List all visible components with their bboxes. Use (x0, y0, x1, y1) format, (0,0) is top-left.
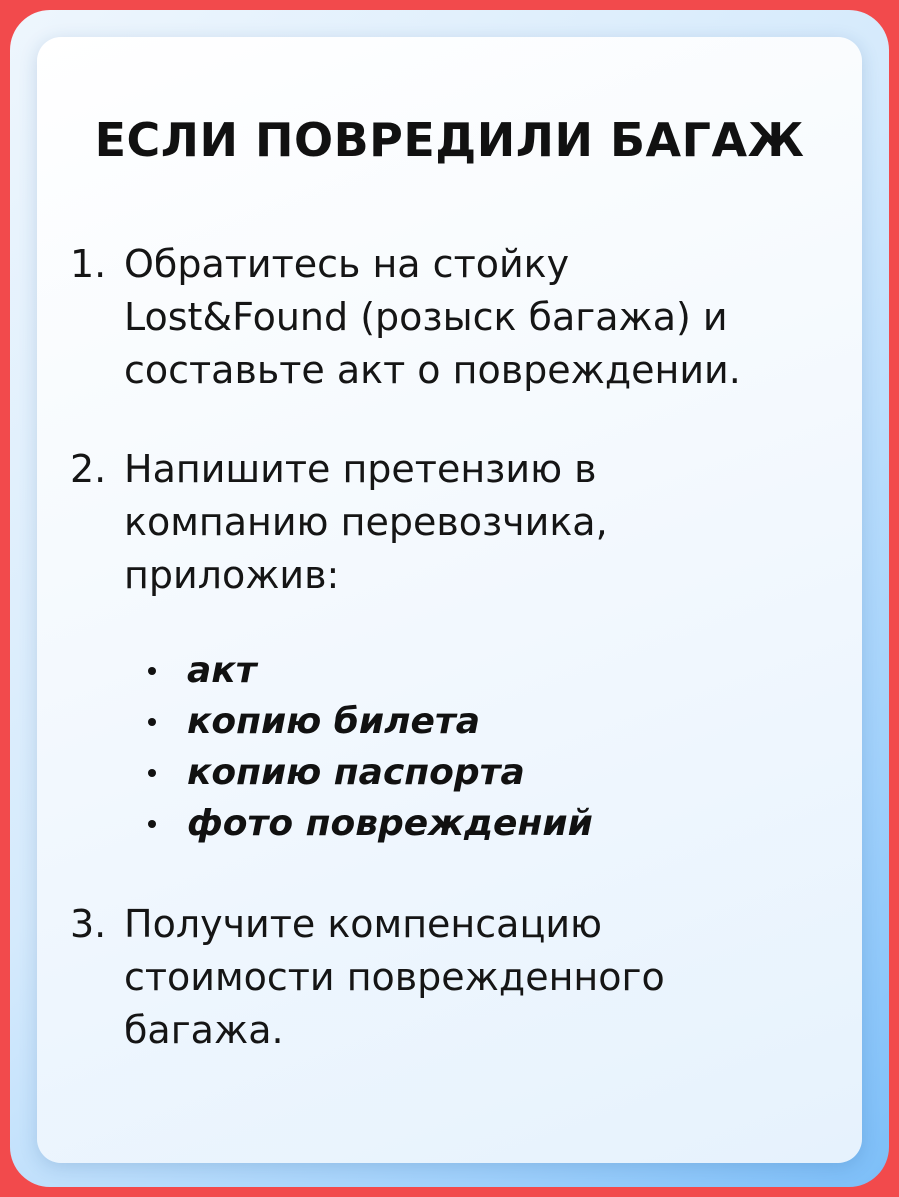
attachments-list (145, 645, 795, 849)
list-item-text: акт (187, 650, 257, 691)
bullet-icon (148, 769, 156, 777)
step-text-line: стоимости поврежденного (124, 955, 665, 999)
step-text-line: Напишите претензию в (124, 447, 597, 491)
step-number: 2. (70, 447, 107, 491)
step-number: 1. (70, 242, 107, 286)
step-text-line: компанию перевозчика, (124, 500, 608, 544)
list-item (145, 798, 795, 849)
step-2 (70, 443, 850, 602)
page-title: ЕСЛИ ПОВРЕДИЛИ БАГАЖ (94, 113, 805, 167)
bullet-icon (148, 820, 156, 828)
step-text-line: приложив: (124, 553, 340, 597)
step-text-line: багажа. (124, 1008, 284, 1052)
bullet-icon (148, 667, 156, 675)
step-text-line: Получите компенсацию (124, 902, 603, 946)
list-item-text: копию билета (187, 701, 481, 742)
step-3 (70, 898, 850, 1057)
bullet-icon (148, 718, 156, 726)
list-item (145, 747, 795, 798)
step-1 (70, 238, 850, 397)
step-text-line: Lost&Found (розыск багажа) и (124, 295, 728, 339)
list-item (145, 645, 795, 696)
step-number: 3. (70, 902, 107, 946)
step-text-line: составьте акт о повреждении. (124, 348, 741, 392)
list-item-text: копию паспорта (187, 752, 525, 793)
step-text-line: Обратитесь на стойку (124, 242, 570, 286)
list-item-text: фото повреждений (187, 803, 593, 844)
list-item (145, 696, 795, 747)
